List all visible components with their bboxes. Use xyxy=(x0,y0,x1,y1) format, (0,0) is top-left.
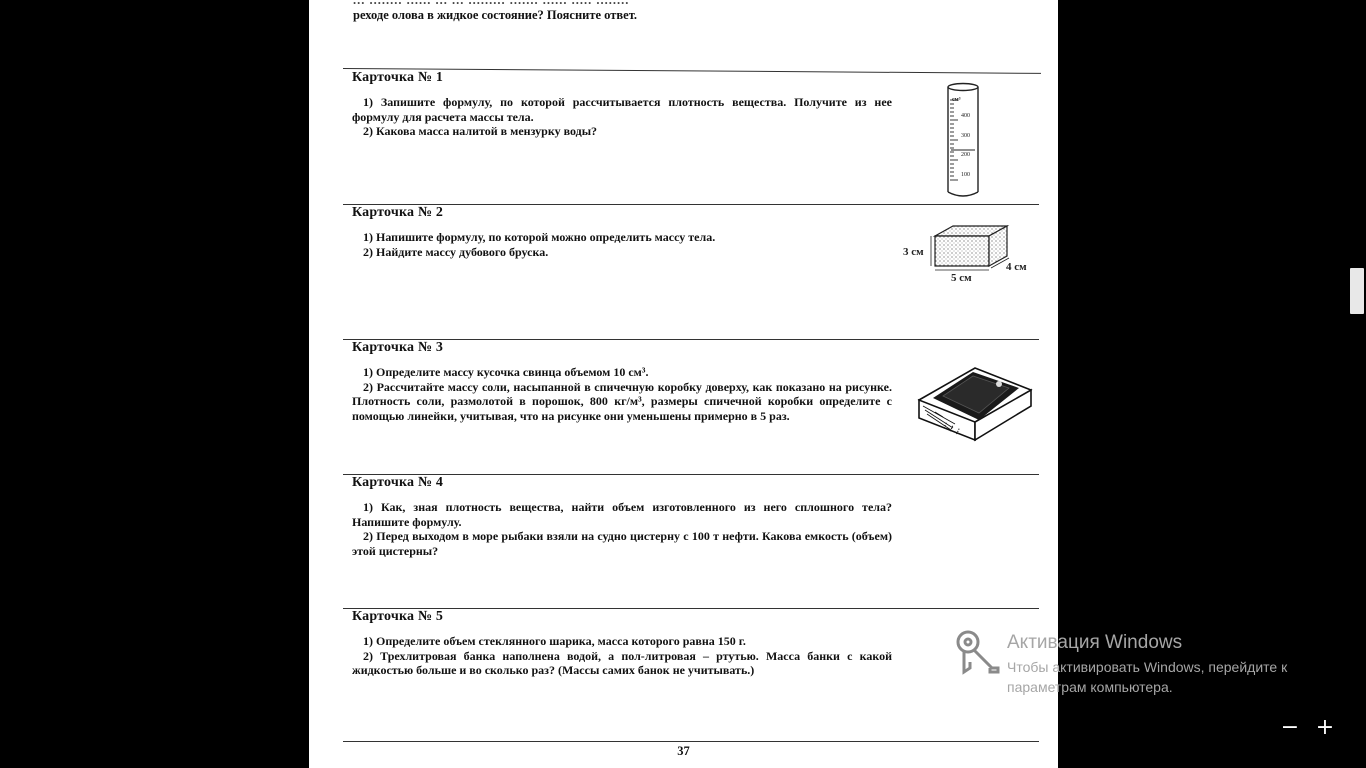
document-page xyxy=(309,0,1058,768)
zoom-out-button[interactable]: − xyxy=(1280,715,1300,740)
activation-title: Активация Windows xyxy=(1007,632,1183,653)
vertical-scrollbar[interactable] xyxy=(1349,0,1366,768)
card-title: Карточка № 3 xyxy=(352,340,444,355)
cylinder-scale-300: 300 xyxy=(961,133,970,139)
oak-block-figure xyxy=(903,220,1033,286)
measuring-cylinder-figure xyxy=(941,80,991,202)
card-question: 1) Определите массу кусочка свинца объемом 10 см³. xyxy=(363,365,649,379)
card-title: Карточка № 5 xyxy=(352,609,444,624)
previous-task-fragment xyxy=(353,0,913,23)
windows-activation-watermark xyxy=(954,628,1334,708)
card-2 xyxy=(352,205,892,259)
divider-rule xyxy=(343,741,1039,742)
cylinder-unit-label: см³ xyxy=(952,97,961,103)
scrollbar-thumb[interactable] xyxy=(1350,268,1364,314)
page-number: 37 xyxy=(677,744,690,758)
card-question: 2) Рассчитайте массу соли, насыпанной в спичечную коробку доверху, как показано на рисунке. Плотность соли, размолотой в порошок, 800 кг/м³, размеры спичечной коробки определите с помощью линейки, учитывая, что на рисунке они уменьшены примерно в 5 раз. xyxy=(352,379,892,423)
card-question: 1) Определите объем стеклянного шарика, масса которого равна 150 г. xyxy=(363,634,746,648)
card-question: 2) Перед выходом в море рыбаки взяли на судно цистерну с 100 т нефти. Какова емкость (объем) этой цистерны? xyxy=(352,529,892,558)
card-title: Карточка № 4 xyxy=(352,475,444,490)
matchbox-figure xyxy=(915,366,1035,444)
cylinder-scale-400: 400 xyxy=(961,113,970,119)
previous-task-line: реходе олова в жидкое состояние? Поясните ответ. xyxy=(353,8,638,22)
cylinder-scale-200: 200 xyxy=(961,152,970,158)
card-question: 2) Какова масса налитой в мензурку воды? xyxy=(363,124,598,139)
block-depth-label: 4 см xyxy=(1006,261,1027,273)
previous-task-line-cut: ... ........ ...... ... ... ......... ....... ...... ..... ........ xyxy=(353,0,630,7)
card-3 xyxy=(352,340,892,423)
card-title: Карточка № 1 xyxy=(352,70,444,85)
card-question: 2) Найдите массу дубового бруска. xyxy=(363,244,549,259)
block-length-label: 5 см xyxy=(951,272,972,284)
cylinder-scale-100: 100 xyxy=(961,172,970,178)
card-question: 1) Запишите формулу, по которой рассчитывается плотность вещества. Получите из нее формулу для расчета массы тела. xyxy=(352,95,892,124)
card-title: Карточка № 2 xyxy=(352,205,444,220)
card-4 xyxy=(352,475,892,558)
svg-text:⋮⋮⋮: ⋮⋮⋮ xyxy=(940,420,963,437)
block-height-label: 3 см xyxy=(903,246,924,258)
card-5 xyxy=(352,609,892,678)
card-question: 1) Как, зная плотность вещества, найти объем изготовленного из него сплошного тела? Напишите формулу. xyxy=(352,500,892,529)
activation-text: Чтобы активировать Windows, перейдите к параметрам компьютера. xyxy=(1007,659,1288,695)
card-question: 2) Трехлитровая банка наполнена водой, а пол-литровая – ртутью. Масса банки с какой жидкостью больше и во сколько раз? (Массы самих банок не учитывать.) xyxy=(352,648,892,678)
zoom-in-button[interactable]: + xyxy=(1315,715,1335,740)
card-1 xyxy=(352,70,892,139)
card-question: 1) Напишите формулу, по которой можно определить массу тела. xyxy=(363,230,716,244)
key-icon xyxy=(954,628,1002,676)
